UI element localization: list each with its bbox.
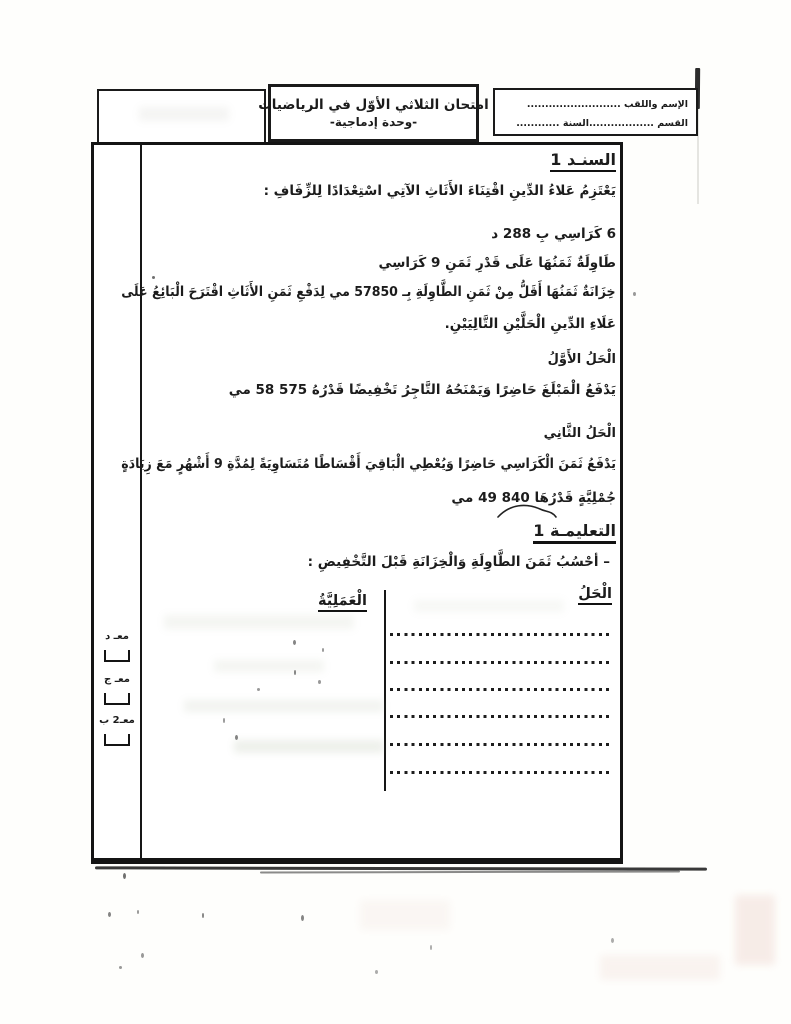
ink-speck xyxy=(633,292,636,296)
ink-speck xyxy=(152,276,155,279)
answer-dotted-line xyxy=(390,771,613,774)
ink-speck xyxy=(119,966,122,969)
ink-speck xyxy=(611,938,614,943)
instruction-1-text: – أحْسُبُ ثَمَنَ الطَّاوِلَةِ وَالْخِزَانَةِ قَبْلَ التَّخْفِيضِ : xyxy=(307,554,610,570)
criterion-label-d: معـ د xyxy=(105,631,129,642)
first-solution-heading: الْحَلُ الأَوَّلُ xyxy=(547,352,616,367)
ink-speck xyxy=(293,640,296,645)
class-year-field: القسم ..................السنة ............ xyxy=(516,118,688,129)
answer-dotted-line xyxy=(390,633,613,636)
scan-discoloration xyxy=(735,895,775,965)
handwritten-swoosh-mark xyxy=(496,501,558,523)
answer-columns-divider xyxy=(384,590,386,791)
scan-discoloration xyxy=(360,900,450,930)
answer-dotted-line xyxy=(390,688,613,691)
ink-speck xyxy=(318,680,321,684)
answer-dotted-line xyxy=(390,715,613,718)
scan-smudge xyxy=(139,107,229,121)
grading-margin-divider xyxy=(140,145,142,858)
ink-speck xyxy=(301,915,304,921)
header-empty-box xyxy=(97,89,266,147)
exam-title: امتحان الثلاثي الأوّل في الرياضيات xyxy=(258,96,489,113)
criterion-mark-box-d xyxy=(104,650,130,662)
ink-speck xyxy=(375,970,378,974)
answer-dotted-line xyxy=(390,661,613,664)
ink-speck xyxy=(235,735,238,740)
answer-dotted-line xyxy=(390,743,613,746)
first-solution-text: يَدْفَعُ الْمَبْلَغَ حَاضِرًا وَيَمْنَحُهُ التَّاجِرُ تَخْفِيضًا قَدْرُهُ ‪58 575‬ مي xyxy=(228,382,616,398)
scan-discoloration xyxy=(600,955,720,980)
ink-speck xyxy=(223,718,225,723)
ink-speck xyxy=(123,873,126,879)
ink-speck xyxy=(137,910,139,914)
exam-subtitle: -وحدة إدماجية- xyxy=(329,114,418,129)
bleed-through-smudge xyxy=(234,740,384,753)
bleed-through-smudge xyxy=(164,615,354,629)
operation-column-header: الْعَمَلِيَّةُ xyxy=(318,593,367,612)
scan-streak xyxy=(260,870,680,873)
exam-content-frame xyxy=(91,142,623,864)
ink-speck xyxy=(202,913,204,918)
cupboard-item-line-1: خِزَانَةٌ ثَمَنُهَا أَقَلُّ مِنْ ثَمَنِ الطَّاوِلَةِ بِـ 57850 مي لِدَفْعِ ثَمَنِ الأَثَاثِ اقْتَرَحَ الْبَائِعُ عَلَى xyxy=(121,284,616,300)
ink-speck xyxy=(430,945,432,950)
ink-speck xyxy=(257,688,260,691)
criterion-label-2b: معـ2 ب xyxy=(99,715,135,726)
student-info-box xyxy=(493,88,698,136)
solution-column-header: الْحَلُ xyxy=(578,586,612,605)
bleed-through-smudge xyxy=(214,660,324,672)
table-item-line: طَاوِلَةٌ ثَمَنُهَا عَلَى قَدْرِ ثَمَنِ 9 كَرَاسِي xyxy=(378,255,616,271)
criterion-mark-box-2b xyxy=(104,734,130,746)
bleed-through-smudge xyxy=(184,700,384,712)
criterion-mark-box-j xyxy=(104,693,130,705)
intro-line: يَعْتَزِمُ عَلاءُ الدِّينِ اقْتِنَاءَ الأَثَاثِ الآتِي اسْتِعْدَادًا لِلزِّفَافِ : xyxy=(263,183,616,199)
ink-speck xyxy=(294,670,296,675)
second-solution-heading: الْحَلُ الثَّانِي xyxy=(543,426,616,441)
ink-speck xyxy=(322,648,324,652)
criterion-label-j: معـ ج xyxy=(104,674,130,685)
cupboard-item-line-2: عَلَاءِ الدِّينِ الْحَلَّيْنِ التَّالِيَيْنِ. xyxy=(444,316,616,332)
instruction-1-heading: التعليمـة 1 xyxy=(533,521,616,544)
support-1-heading: السنـد 1 xyxy=(550,150,616,172)
exam-title-box xyxy=(258,84,489,142)
ink-speck xyxy=(108,912,111,917)
chairs-item-line: 6 كَرَاسِي بِ 288 د xyxy=(491,226,616,242)
second-solution-text-1: يَدْفَعُ ثَمَنَ الْكَرَاسِي حَاضِرًا وَيُعْطِي الْبَاقِيَ أَقْسَاطًا مُتَسَاوِيَةً لِمُدَّةِ 9 أَشْهُرٍ مَعَ زِيَادَةٍ xyxy=(121,456,616,472)
ink-speck xyxy=(141,953,144,958)
name-surname-field: الإسم واللقب .......................... xyxy=(526,99,688,110)
second-solution-text-2: جُمْلِيَّةٍ قَدْرُهَا ‪49 840‬ مي xyxy=(451,490,616,506)
bleed-through-smudge xyxy=(414,600,564,612)
